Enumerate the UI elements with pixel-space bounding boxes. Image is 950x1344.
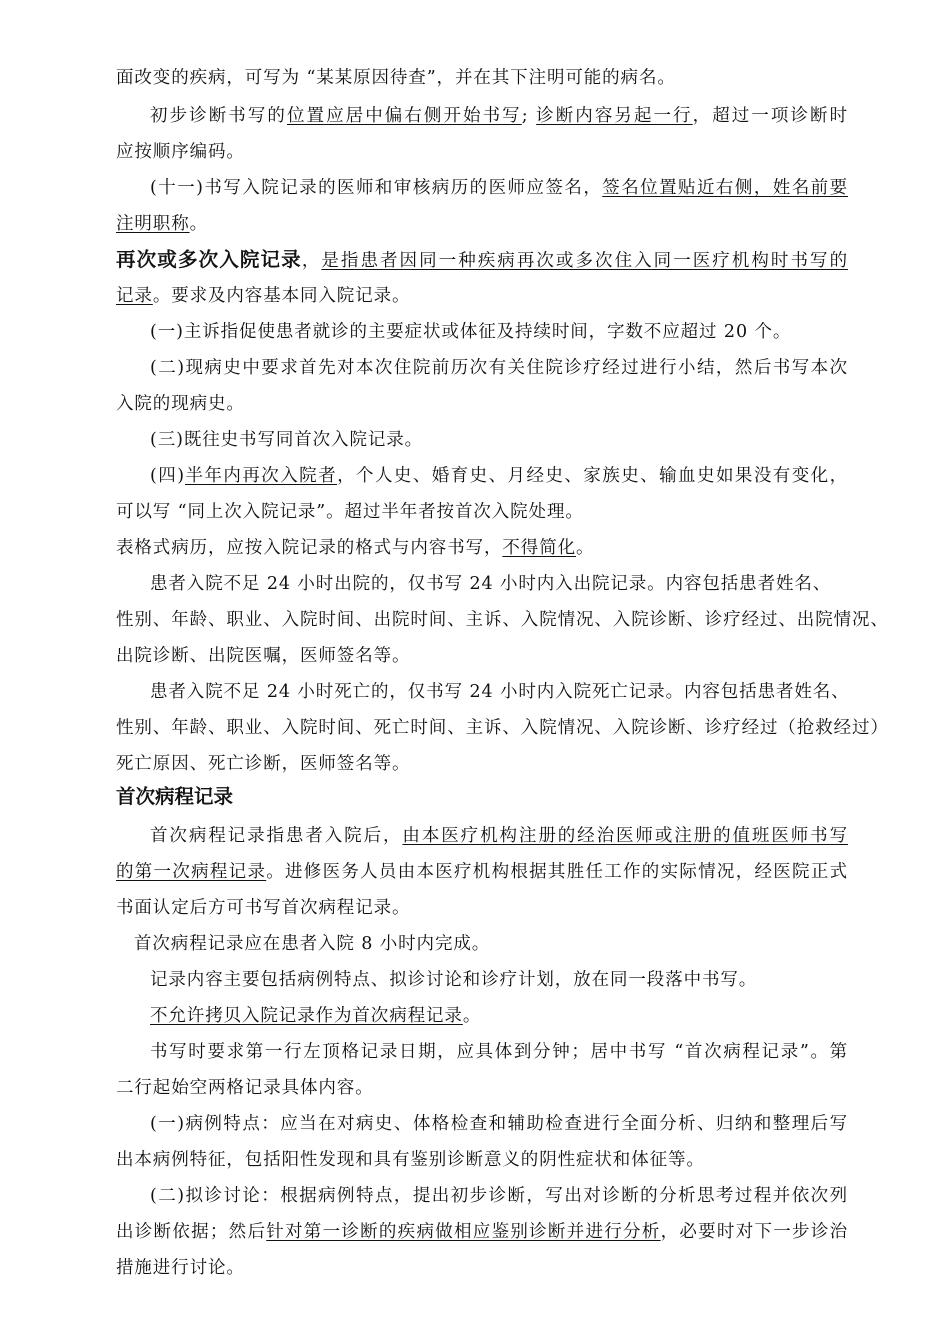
paragraph-line: 死亡原因、死亡诊断，医师签名等。: [116, 754, 411, 774]
underlined-text: 位置应居中偏右侧开始书写: [286, 106, 522, 126]
paragraph-line: [116, 536, 848, 560]
paragraph-line: 二行起始空两格记录具体内容。: [116, 1078, 374, 1098]
text-span: ，个人史、婚育史、月经史、家族史、输血史如果没有变化，: [337, 466, 849, 486]
underlined-text: 半年内再次入院者: [184, 466, 338, 486]
underlined-text: 是指患者因同一种疾病再次或多次住入同一医疗机构时书写的: [321, 251, 848, 271]
text-span: 首次病程记录指患者入院后，: [150, 826, 403, 846]
text-span: 。: [462, 1006, 482, 1026]
section-heading: 首次病程记录: [116, 785, 234, 808]
paragraph-line: [150, 104, 848, 128]
text-span: 。进修医务人员由本医疗机构根据其胜任工作的实际情况，经医院正式: [266, 862, 848, 882]
underlined-text: 的第一次病程记录: [116, 862, 267, 882]
paragraph-line: 患者入院不足 24 小时出院的，仅书写 24 小时内入出院记录。内容包括患者姓名、: [150, 574, 832, 594]
text-span: ，超过一项诊断时: [692, 106, 848, 126]
underlined-text: 不允许拷贝入院记录作为首次病程记录: [150, 1006, 463, 1026]
paragraph-line: 首次病程记录应在患者入院 8 小时内完成。: [134, 934, 491, 954]
paragraph-line: [150, 824, 848, 848]
text-span: 。: [189, 214, 209, 234]
paragraph-line: 记录内容主要包括病例特点、拟诊讨论和诊疗计划，放在同一段落中书写。: [150, 970, 758, 990]
paragraph-line: 可以写 “同上次入院记录”。超过半年者按首次入院处理。: [116, 502, 584, 522]
text-span: 初步诊断书写的: [150, 106, 287, 126]
list-item: [150, 464, 848, 488]
paragraph-line: 出本病例特征，包括阳性发现和具有鉴别诊断意义的阴性症状和体征等。: [116, 1150, 705, 1170]
list-item: (二)现病史中要求首先对本次住院前历次有关住院诊疗经过进行小结，然后书写本次: [150, 358, 848, 378]
text-span: 。: [576, 538, 595, 558]
text-span: 出诊断依据；然后: [116, 1222, 267, 1242]
paragraph-line: 性别、年龄、职业、入院时间、死亡时间、主诉、入院情况、入院诊断、诊疗经过（抢救经过）: [116, 718, 889, 738]
paragraph-line: 应按顺序编码。: [116, 142, 245, 162]
paragraph-line: 入院的现病史。: [116, 394, 245, 414]
text-span: ;: [521, 106, 537, 126]
underlined-text: 由本医疗机构注册的经治医师或注册的值班医师书写: [402, 826, 848, 846]
paragraph-line: [116, 1220, 848, 1244]
text-span: 。要求及内容基本同入院记录。: [152, 286, 411, 306]
paragraph-line: [116, 860, 848, 884]
paragraph-line: [116, 212, 848, 236]
underlined-text: 签名位置贴近右侧，姓名前要: [602, 178, 848, 198]
paragraph-line: 书面认定后方可书写首次病程记录。: [116, 898, 411, 918]
list-item: (一)病例特点：应当在对病史、体格检查和辅助检查进行全面分析、归纳和整理后写: [150, 1114, 848, 1134]
paragraph-line: [150, 1004, 882, 1028]
paragraph-line: [150, 176, 848, 200]
text-span: ，必要时对下一步诊治: [660, 1222, 849, 1242]
underlined-text: 注明职称: [116, 214, 190, 234]
list-item: (一)主诉指促使患者就诊的主要症状或体征及持续时间，字数不应超过 20 个。: [150, 322, 792, 342]
text-span: (四): [150, 466, 185, 486]
section-heading: 再次或多次入院记录: [116, 248, 302, 271]
paragraph-line: 患者入院不足 24 小时死亡的，仅书写 24 小时内入院死亡记录。内容包括患者姓名、: [150, 682, 850, 702]
paragraph-line: 出院诊断、出院医嘱，医师签名等。: [116, 646, 411, 666]
underlined-text: 针对第一诊断的疾病做相应鉴别诊断并进行分析: [266, 1222, 661, 1242]
underlined-text: 诊断内容另起一行: [536, 106, 693, 126]
text-span: ，: [301, 251, 322, 271]
text-span: (十一)书写入院记录的医师和审核病历的医师应签名，: [150, 178, 603, 198]
paragraph-line: 面改变的疾病，可写为 “某某原因待查”，并在其下注明可能的病名。: [116, 68, 676, 88]
paragraph-line: 性别、年龄、职业、入院时间、出院时间、主诉、入院情况、入院诊断、诊疗经过、出院情况、: [116, 610, 889, 630]
underlined-text: 记录: [116, 286, 153, 306]
list-item: (三)既往史书写同首次入院记录。: [150, 430, 424, 450]
paragraph-line: [116, 284, 848, 308]
underlined-text: 不得简化: [502, 538, 577, 558]
paragraph-line: 措施进行讨论。: [116, 1258, 245, 1278]
list-item: (二)拟诊讨论：根据病例特点，提出初步诊断，写出对诊断的分析思考过程并依次列: [150, 1186, 848, 1206]
text-span: 表格式病历，应按入院记录的格式与内容书写，: [116, 538, 503, 558]
section-heading-row: [116, 244, 848, 272]
paragraph-line: 书写时要求第一行左顶格记录日期，应具体到分钟；居中书写 “首次病程记录”。第: [150, 1042, 848, 1062]
